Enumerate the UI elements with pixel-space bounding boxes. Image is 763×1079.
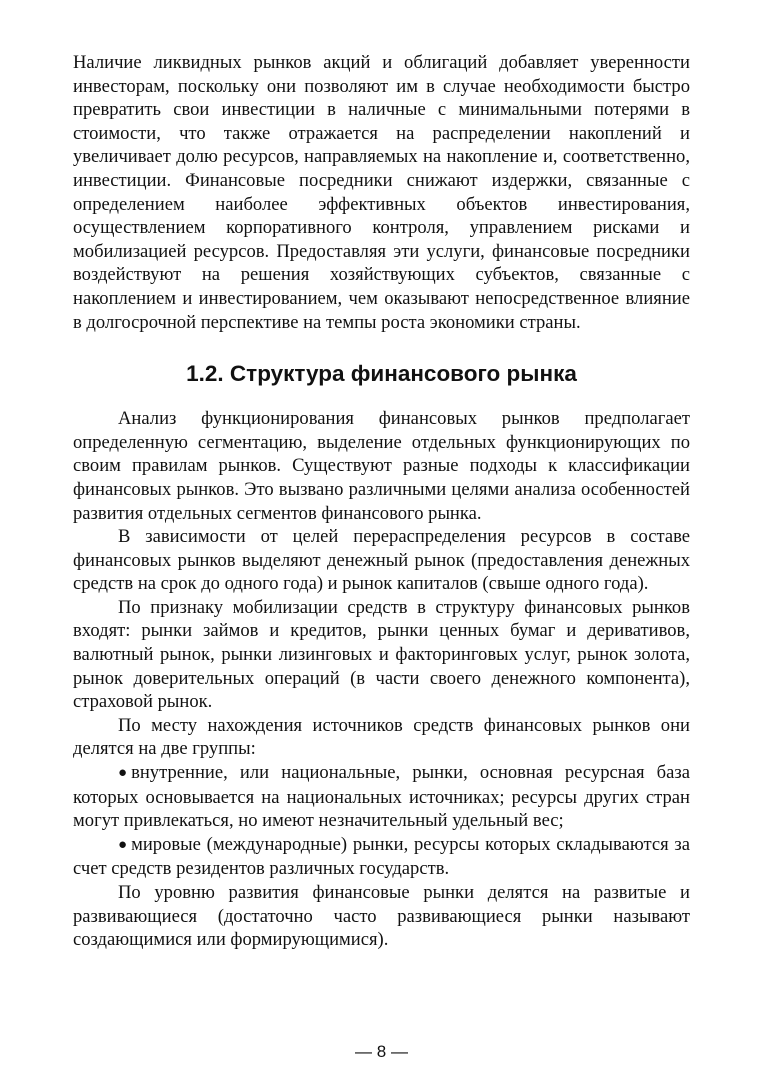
bullet-icon: ● bbox=[118, 836, 128, 853]
section-heading: 1.2. Структура финансового рынка bbox=[186, 361, 577, 387]
page-body bbox=[73, 51, 690, 952]
bullet-icon: ● bbox=[118, 765, 128, 782]
bullet-item-1 bbox=[73, 761, 690, 833]
section-paragraph-1: Анализ функционирования финансовых рынков предполагает определенную сегментацию, выделение отдельных функционирующих по своим правилам рынков. Существуют разные подходы к классификации финансовых рынков. Это вызвано различными целями анализа особенностей развития отдельных сегментов финансового рынка. bbox=[73, 408, 690, 524]
intro-paragraph: Наличие ликвидных рынков акций и облигаций добавляет уверенности инвесторам, поскольку они позволяют им в случае необходимости быстро превратить свои инвестиции в наличные с минимальными потерями в стоимости, что также отражается на распределении накоплений и увеличивает долю ресурсов, направляемых на накопление и, соответственно, инвестиции. Финансовые посредники снижают издержки, связанные с определением наиболее эффективных объектов инвестирования, осуществлением корпоративного контроля, управлением рисками и мобилизацией ресурсов. Предоставляя эти услуги, финансовые посредники воздействуют на решения хозяйствующих субъектов, связанные с накоплением и инвестированием, чем оказывают непосредственное влияние в долгосрочной перспективе на темпы роста экономики страны. bbox=[73, 52, 690, 333]
bullet-item-2 bbox=[73, 833, 690, 881]
section-paragraph-4: По месту нахождения источников средств финансовых рынков они делятся на две группы: bbox=[73, 714, 690, 760]
section-paragraph-3: По признаку мобилизации средств в структуру финансовых рынков входят: рынки займов и кредитов, рынки ценных бумаг и деривативов, валютный рынок, рынки лизинговых и факторинговых услуг, рынок золота, рынок доверительных операций (в части своего денежного компонента), страховой рынок. bbox=[73, 596, 690, 713]
bullet-item-2-text: мировые (международные) рынки, ресурсы которых складываются за счет средств резидентов различных государств. bbox=[73, 833, 690, 880]
bullet-item-1-text: внутренние, или национальные, рынки, основная ресурсная база которых основывается на национальных источниках; ресурсы других стран могут привлекаться, но имеют незначительный удельный вес; bbox=[73, 762, 690, 832]
section-paragraph-2: В зависимости от целей перераспределения ресурсов в составе финансовых рынков выделяют денежный рынок (предоставления денежных средств на срок до одного года) и рынок капиталов (свыше одного года). bbox=[73, 526, 690, 595]
page-number: — 8 — bbox=[355, 1042, 408, 1061]
closing-paragraph: По уровню развития финансовые рынки делятся на развитые и развивающиеся (достаточно часто развивающиеся рынки называют создающимися или формирующимися). bbox=[73, 882, 690, 951]
